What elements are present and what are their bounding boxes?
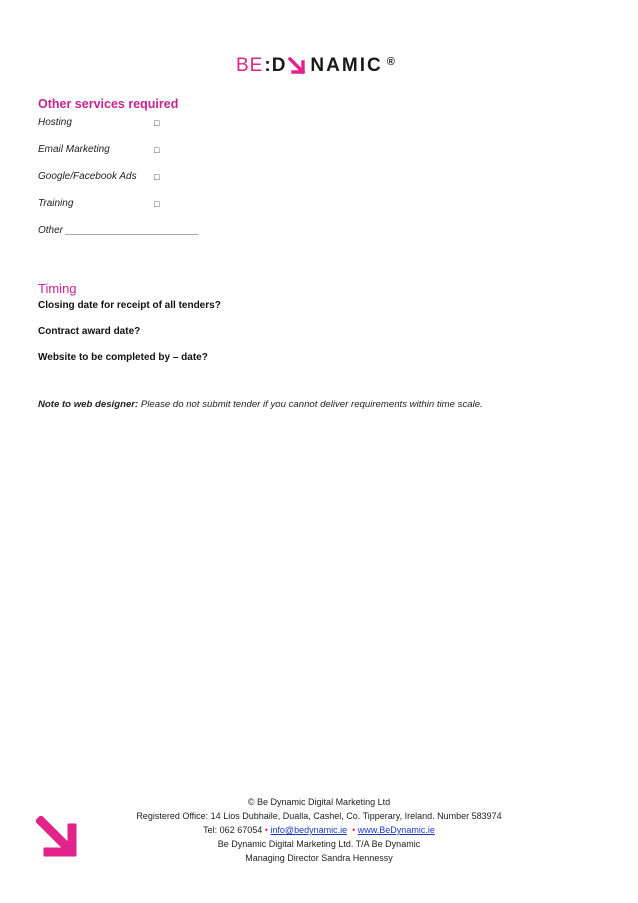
- timing-heading: Timing: [38, 281, 77, 296]
- closing-date-question: Closing date for receipt of all tenders?: [38, 300, 221, 311]
- service-row-email-marketing: [38, 144, 110, 155]
- logo-namic: NAMIC: [310, 55, 383, 76]
- logo-be: BE: [236, 55, 264, 76]
- footer-contact-line: [0, 825, 638, 835]
- logo-arrow-icon: [288, 57, 308, 75]
- service-label: Training: [38, 198, 74, 209]
- bullet-separator: •: [264, 825, 268, 835]
- completion-date-question: Website to be completed by – date?: [38, 352, 208, 363]
- logo-d: D: [271, 55, 287, 76]
- service-row-training: [38, 198, 73, 209]
- footer-company: Be Dynamic Digital Marketing Ltd. T/A Be Dynamic: [217, 839, 421, 849]
- footer-copyright: © Be Dynamic Digital Marketing Ltd: [247, 797, 391, 807]
- footer-email-link[interactable]: info@bedynamic.ie: [270, 825, 348, 835]
- logo-registered-mark: ®: [386, 56, 395, 68]
- footer-website-link[interactable]: www.BeDynamic.ie: [357, 825, 435, 835]
- email-marketing-checkbox[interactable]: □: [154, 145, 160, 155]
- bedynamic-logo: [236, 54, 395, 78]
- footer-registered-office: Registered Office: 14 Lios Dubhaile, Dualla, Cashel, Co. Tipperary, Ireland. Number 583974: [136, 811, 502, 821]
- web-designer-note: [38, 399, 483, 410]
- note-label: Note to web designer:: [38, 399, 139, 410]
- footer-director: Managing Director Sandra Hennessy: [245, 853, 393, 863]
- google-facebook-ads-checkbox[interactable]: □: [154, 172, 160, 182]
- footer-tel: Tel: 062 67054: [203, 825, 263, 835]
- other-services-heading: Other services required: [38, 97, 179, 111]
- bullet-separator: •: [352, 825, 356, 835]
- corner-arrow-icon: [36, 816, 78, 858]
- logo-colon: :: [264, 55, 271, 76]
- training-checkbox[interactable]: □: [154, 199, 160, 209]
- service-label: Google/Facebook Ads: [38, 171, 137, 182]
- service-row-hosting: [38, 117, 72, 128]
- contract-award-question: Contract award date?: [38, 326, 141, 337]
- note-text: Please do not submit tender if you cannot deliver requirements within time scale.: [138, 399, 483, 410]
- other-service-field[interactable]: Other ________________________: [38, 225, 200, 236]
- hosting-checkbox[interactable]: □: [154, 118, 160, 128]
- service-row-google-facebook-ads: [38, 171, 137, 182]
- service-label: Hosting: [38, 117, 72, 128]
- service-label: Email Marketing: [38, 144, 110, 155]
